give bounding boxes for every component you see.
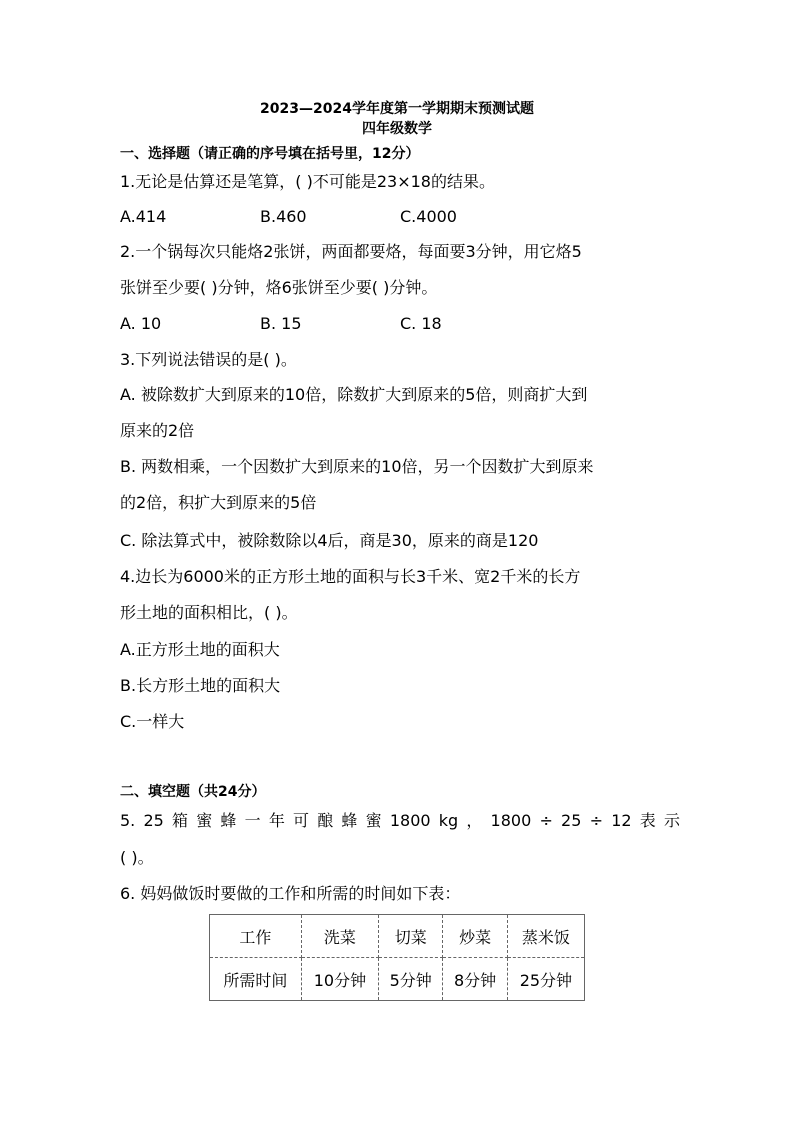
q4-option-a: A.正方形土地的面积大 xyxy=(120,640,280,659)
q5-word: 25 xyxy=(143,811,164,830)
question-6: 6. 妈妈做饭时要做的工作和所需的时间如下表： xyxy=(120,884,461,903)
q3-option-c: C. 除法算式中，被除数除以4后，商是30，原来的商是120 xyxy=(120,531,539,550)
q5-word: 可 xyxy=(293,811,310,830)
q5-word: kg xyxy=(438,811,459,830)
q2-option-c: C. 18 xyxy=(400,314,442,333)
table-cell: 10分钟 xyxy=(301,958,378,1001)
q1-option-a: A.414 xyxy=(120,207,167,226)
q5-word: 蜂 xyxy=(341,811,358,830)
question-2-line-1: 2.一个锅每次只能烙2张饼，两面都要烙，每面要3分钟，用它烙5 xyxy=(120,242,582,261)
question-5-line-2: ( )。 xyxy=(120,848,154,867)
table-cell: 25分钟 xyxy=(507,958,584,1001)
q5-word: 酿 xyxy=(317,811,334,830)
q5-word: 年 xyxy=(268,811,285,830)
q5-word: 表 xyxy=(639,811,656,830)
q5-word: 1800 xyxy=(389,811,431,830)
question-4-line-2: 形土地的面积相比，( )。 xyxy=(120,603,298,622)
q5-word: 箱 xyxy=(172,811,189,830)
question-1: 1.无论是估算还是笔算，( )不可能是23×18的结果。 xyxy=(120,172,495,191)
q5-word: 蜂 xyxy=(220,811,237,830)
q4-option-b: B.长方形土地的面积大 xyxy=(120,676,281,695)
section-2-heading: 二、填空题（共24分） xyxy=(120,784,266,800)
exam-title: 2023—2024学年度第一学期期末预测试题 xyxy=(260,101,534,117)
table-cell: 所需时间 xyxy=(210,958,302,1001)
q5-word: 1800 xyxy=(490,811,532,830)
q3-option-b-line-1: B. 两数相乘，一个因数扩大到原来的10倍，另一个因数扩大到原来 xyxy=(120,457,594,476)
question-2-line-2: 张饼至少要( )分钟，烙6张饼至少要( )分钟。 xyxy=(120,278,438,297)
q2-option-b: B. 15 xyxy=(260,314,302,333)
q5-word: ÷ xyxy=(589,811,603,830)
q5-word: 5. xyxy=(120,811,136,830)
section-1-heading: 一、选择题（请正确的序号填在括号里，12分） xyxy=(120,146,420,162)
q5-word: 25 xyxy=(561,811,582,830)
q3-option-b-line-2: 的2倍，积扩大到原来的5倍 xyxy=(120,493,317,512)
question-4-line-1: 4.边长为6000米的正方形土地的面积与长3千米、宽2千米的长方 xyxy=(120,567,581,586)
table-header-cell: 工作 xyxy=(210,915,302,958)
question-5-line-1 xyxy=(120,811,680,831)
q5-word: 12 xyxy=(611,811,632,830)
table-cell: 8分钟 xyxy=(443,958,507,1001)
q5-word: 示 xyxy=(663,811,680,830)
work-time-table xyxy=(209,914,585,1001)
table-row xyxy=(210,958,585,1001)
table-row xyxy=(210,915,585,958)
question-3: 3.下列说法错误的是( )。 xyxy=(120,350,297,369)
q4-option-c: C.一样大 xyxy=(120,712,185,731)
q5-word: 蜜 xyxy=(196,811,213,830)
q5-word: 一 xyxy=(244,811,261,830)
table-header-cell: 洗菜 xyxy=(301,915,378,958)
q2-option-a: A. 10 xyxy=(120,314,162,333)
table-cell: 5分钟 xyxy=(379,958,443,1001)
q3-option-a-line-1: A. 被除数扩大到原来的10倍，除数扩大到原来的5倍，则商扩大到 xyxy=(120,385,588,404)
q3-option-a-line-2: 原来的2倍 xyxy=(120,421,195,440)
table-header-cell: 炒菜 xyxy=(443,915,507,958)
q5-word: ， xyxy=(466,811,483,830)
q1-option-b: B.460 xyxy=(260,207,307,226)
q1-option-c: C.4000 xyxy=(400,207,457,226)
table-header-cell: 切菜 xyxy=(379,915,443,958)
table-header-cell: 蒸米饭 xyxy=(507,915,584,958)
exam-subtitle: 四年级数学 xyxy=(362,121,432,137)
q5-word: ÷ xyxy=(539,811,553,830)
q5-word: 蜜 xyxy=(365,811,382,830)
